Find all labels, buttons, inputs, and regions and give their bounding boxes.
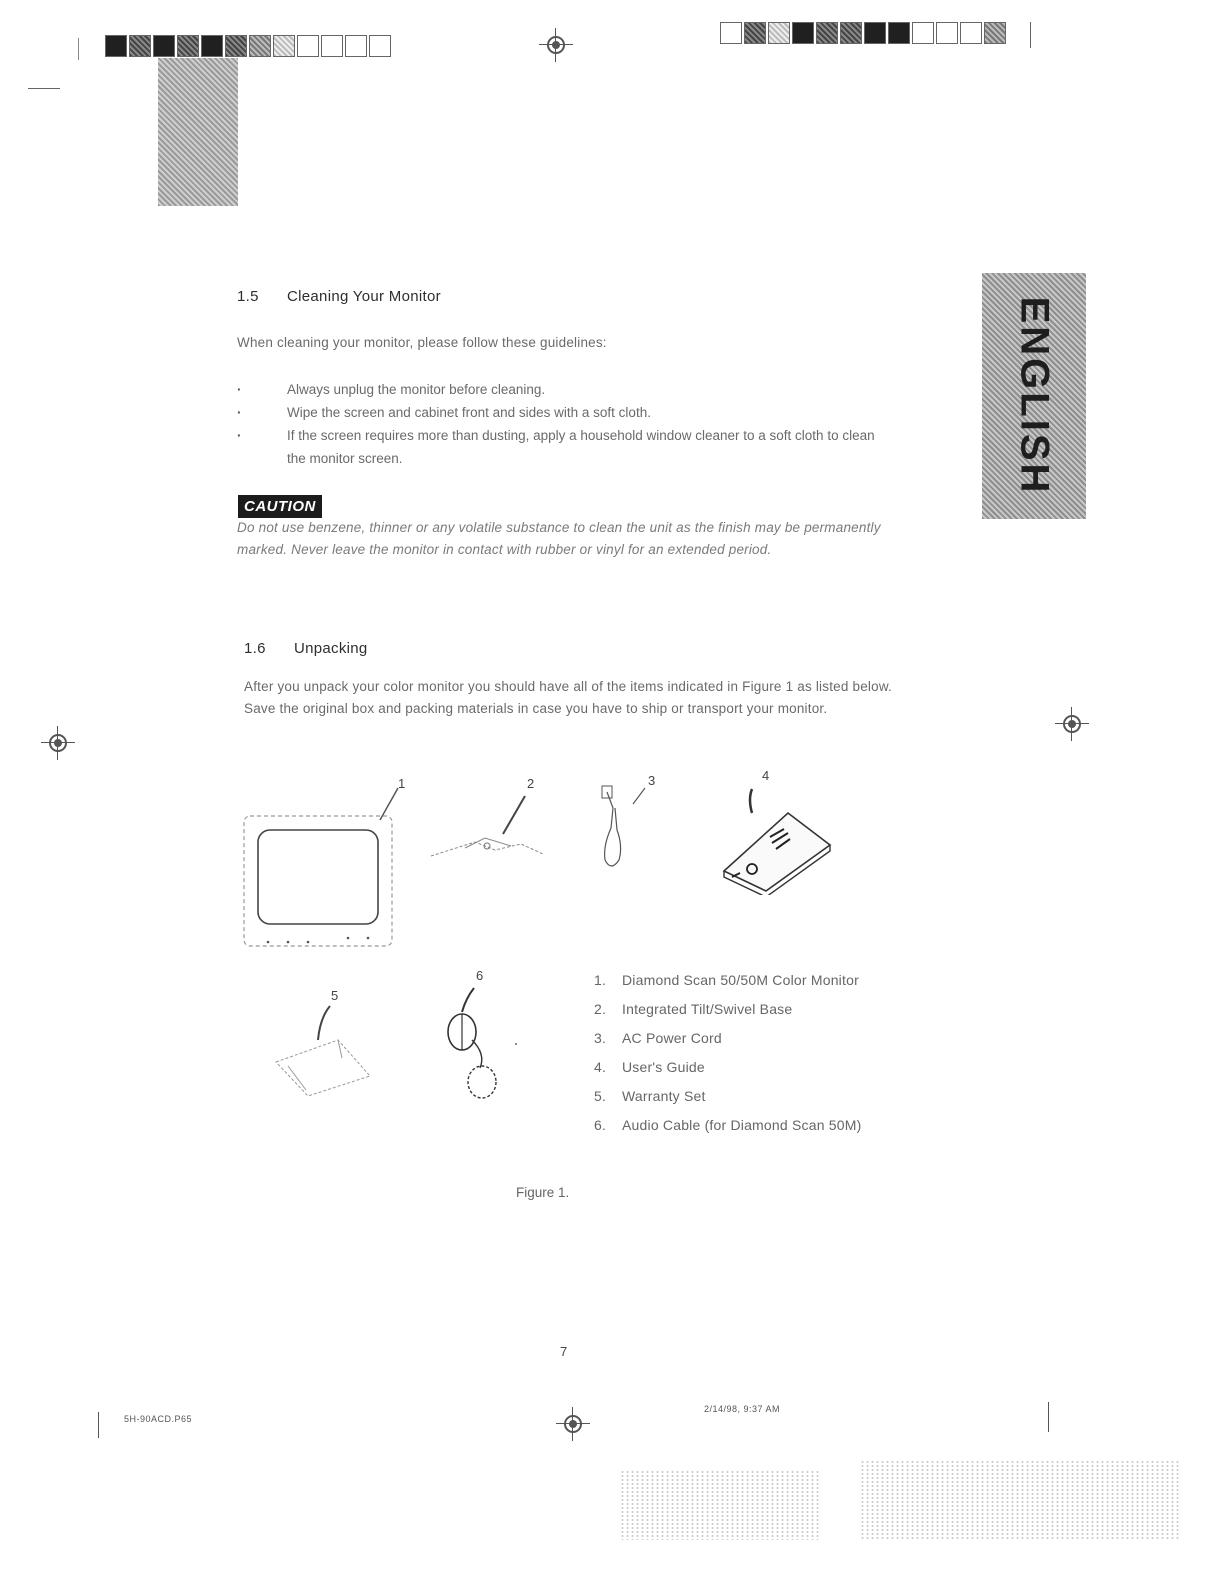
cleaning-intro: When cleaning your monitor, please follow these guidelines:: [237, 335, 607, 350]
footer-crop-mark: [98, 1412, 99, 1438]
section-title: Unpacking: [294, 640, 368, 657]
callout-2: 2: [527, 776, 535, 791]
list-item: 5. Warranty Set: [594, 1088, 706, 1104]
package-contents-list: [594, 966, 861, 1140]
registration-mark-bottom-icon: [564, 1415, 582, 1433]
caution-badge: CAUTION: [238, 495, 322, 518]
color-bar-left: [105, 35, 393, 59]
list-item: · Wipe the screen and cabinet front and sides with a soft cloth.: [237, 401, 887, 424]
crop-mark-top-left: [28, 88, 60, 89]
tilt-swivel-base-illustration: [425, 790, 555, 870]
scan-noise: [620, 1470, 820, 1540]
footer-filename: 5H-90ACD.P65: [124, 1414, 193, 1424]
color-bar-right: [720, 22, 1008, 46]
list-item: 3. AC Power Cord: [594, 1030, 722, 1046]
callout-1: 1: [398, 776, 406, 791]
crop-mark-right: [1030, 22, 1031, 48]
warranty-set-illustration: [268, 1000, 378, 1100]
section-heading-unpacking: [244, 640, 368, 657]
section-heading-cleaning: [237, 288, 441, 305]
audio-cable-illustration: [436, 980, 526, 1110]
registration-mark-right-icon: [1063, 715, 1081, 733]
caution-text: Do not use benzene, thinner or any volatile substance to clean the unit as the finish may be permanently marked. Never leave the monitor in contact with rubber or vinyl for an extended period.: [237, 520, 881, 557]
callout-5: 5: [331, 988, 339, 1003]
section-number: 1.6: [244, 640, 266, 657]
registration-mark-left-icon: [49, 734, 67, 752]
list-item: · Always unplug the monitor before cleaning.: [237, 378, 887, 401]
list-item: 4. User's Guide: [594, 1059, 705, 1075]
list-item: 2. Integrated Tilt/Swivel Base: [594, 1001, 793, 1017]
language-tab-label: ENGLISH: [1012, 296, 1057, 496]
footer-timestamp: 2/14/98, 9:37 AM: [704, 1404, 781, 1414]
callout-6: 6: [476, 968, 484, 983]
users-guide-illustration: [718, 785, 838, 895]
monitor-illustration: [238, 780, 400, 952]
language-tab: [982, 273, 1086, 519]
scan-noise: [860, 1460, 1180, 1540]
gray-tab-top-left: [158, 58, 238, 206]
footer-crop-mark-right: [1048, 1402, 1049, 1432]
unpacking-intro: After you unpack your color monitor you should have all of the items indicated in Figure 1 as listed below. Save the original box and packing materials in case you have to ship or transport your monitor.: [244, 679, 892, 716]
cleaning-guidelines-list: [237, 378, 887, 470]
section-title: Cleaning Your Monitor: [287, 288, 441, 305]
list-item: 6. Audio Cable (for Diamond Scan 50M): [594, 1117, 862, 1133]
callout-4: 4: [762, 768, 770, 783]
power-cord-illustration: [585, 780, 655, 880]
figure-caption: Figure 1.: [516, 1185, 570, 1200]
crop-mark-top-left-v: [78, 38, 79, 60]
list-item: · If the screen requires more than dusting, apply a household window cleaner to a soft cloth to clean the monitor screen.: [237, 424, 887, 470]
page-number: 7: [560, 1344, 568, 1359]
callout-3: 3: [648, 773, 656, 788]
registration-mark-top-icon: [547, 36, 565, 54]
section-number: 1.5: [237, 288, 259, 305]
list-item: 1. Diamond Scan 50/50M Color Monitor: [594, 972, 859, 988]
